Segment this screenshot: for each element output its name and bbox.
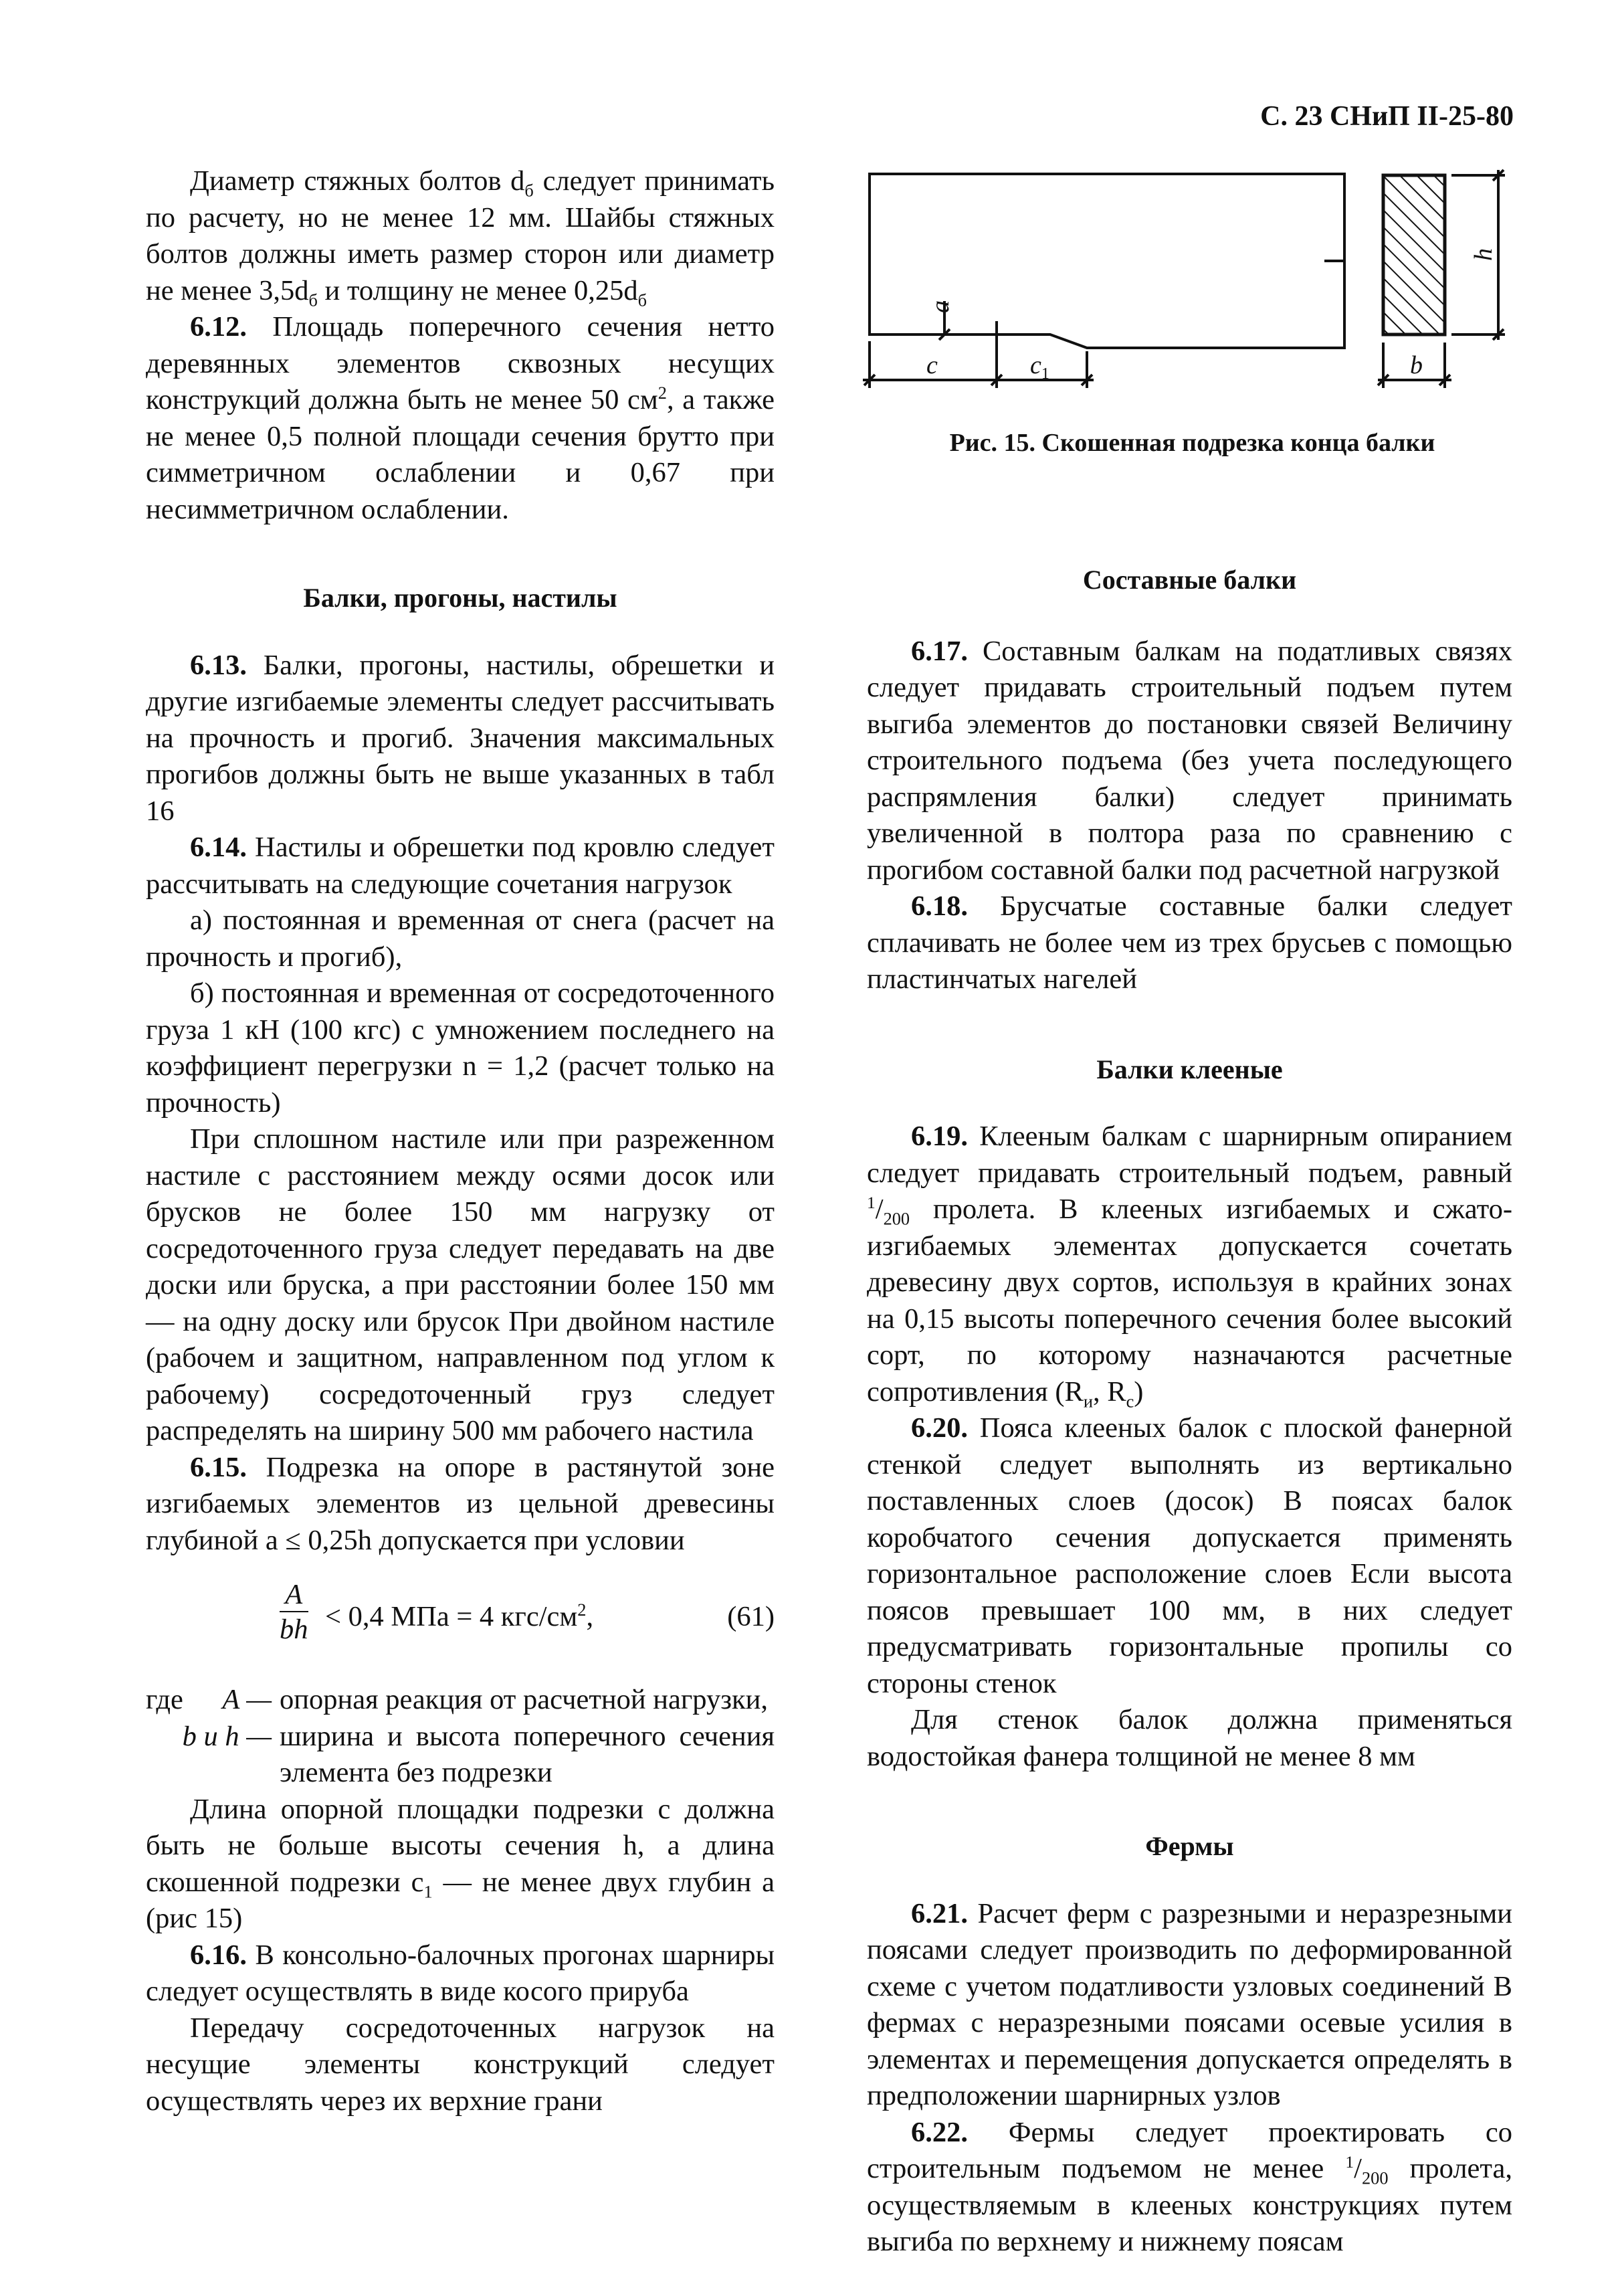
paragraph-6-20: 6.20. Пояса клееных балок с плоской фанерной стенкой следует выполнять из вертикально поставленных слоев (досок) В поясах балок коробчатого сечения допускается применять горизонтальное расположение слоев Если высота поясов превышает 100 мм, в них следует предусматривать горизонтальные пропилы со стороны стенок xyxy=(867,1412,1512,1699)
paragraph-6-14-a: а) постоянная и временная от снега (расчет на прочность и прогиб), xyxy=(146,904,775,973)
paragraph-6-21: 6.21. Расчет ферм с разрезными и неразрезными поясами следует производить по деформированной схеме с учетом податливости узловых соединений В фермах с неразрезными поясами осевые усилия в элементах и перемещения допускается определять в предположении шарнирных узлов xyxy=(867,1897,1512,2111)
paragraph-6-13: 6.13. Балки, прогоны, настилы, обрешетки и другие изгибаемые элементы следует рассчитывать на прочность и прогиб. Значения максимальных прогибов должны быть не выше указанных в табл 16 xyxy=(146,649,775,827)
where-word: где xyxy=(146,1684,183,1715)
page-header: С. 23 СНиП II-25-80 xyxy=(1260,101,1514,132)
paragraph-6-20-b: Для стенок балок должна применяться водостойкая фанера толщиной не менее 8 мм xyxy=(867,1704,1512,1772)
equation-61 xyxy=(146,1579,775,1672)
left-column xyxy=(146,163,775,2119)
label-c1: $c_1$ xyxy=(1030,351,1049,383)
paragraph-6-14: 6.14. Настилы и обрешетки под кровлю следует рассчитывать на следующие сочетания нагрузок xyxy=(146,832,775,900)
label-h: h xyxy=(1470,248,1498,261)
paragraph-6-19: 6.19. Клееным балкам с шарнирным опиранием следует придавать строительный подъем, равный $^1/_{200}$ пролета. В клееных изгибаемых и сжато-изгибаемых элементах допускается сочетать древесину двух сортов, используя в крайних зонах на 0,15 высоты поперечного сечения более высокий сорт, по которому назначаются расчетные сопротивления ($R_и$, $R_с$) xyxy=(867,1121,1512,1411)
paragraph-6-16-b: Передачу сосредоточенных нагрузок на несущие элементы конструкций следует осуществлять через их верхние грани xyxy=(146,2012,775,2117)
paragraph-6-15-b: Длина опорной площадки подрезки c должна быть не больше высоты сечения h, а длина скошенной подрезки $c_1$ — не менее двух глубин a (рис 15) xyxy=(146,1793,775,1934)
where-value-a: опорная реакция от расчетной нагрузки, xyxy=(280,1684,769,1715)
equation-fraction: $\frac{A}{bh}$ xyxy=(280,1579,308,1645)
where-key-a: A — xyxy=(222,1684,272,1715)
label-b: b xyxy=(1410,351,1423,379)
equation-number: (61) xyxy=(727,1601,775,1632)
where-list xyxy=(146,1682,775,1792)
section-heading-beams: Балки, прогоны, настилы xyxy=(303,583,617,613)
label-a: a xyxy=(926,300,954,313)
paragraph-6-14-b: б) постоянная и временная от сосредоточенного груза 1 кН (100 кгс) с умножением последнего на коэффициент перегрузки n = 1,2 (расчет только на прочность) xyxy=(146,977,775,1119)
paragraph-6-12: 6.12. Площадь поперечного сечения нетто деревянных элементов сквозных несущих конструкций должна быть не менее 50 $см^2$, а также не менее 0,5 полной площади сечения брутто при симметричном ослаблении и 0,67 при несимметричном ослаблении. xyxy=(146,311,775,525)
figure-caption: Рис. 15. Скошенная подрезка конца балки xyxy=(949,429,1435,457)
paragraph-6-15: 6.15. Подрезка на опоре в растянутой зоне изгибаемых элементов из цельной древесины глубиной a ≤ 0,25h допускается при условии xyxy=(146,1451,775,1556)
label-c: c xyxy=(926,351,938,379)
paragraph-6-16: 6.16. В консольно-балочных прогонах шарниры следует осуществлять в виде косого прируба xyxy=(146,1939,775,2007)
section-heading-glued-beams: Балки клееные xyxy=(1096,1054,1283,1084)
beam-cross-section xyxy=(1378,170,1505,388)
right-column xyxy=(867,562,1512,2261)
section-heading-trusses: Фермы xyxy=(1145,1831,1234,1861)
section-heading-composite-beams: Составные балки xyxy=(1082,565,1297,595)
paragraph-6-17: 6.17. Составным балкам на податливых связях следует придавать строительный подъем путем выгиба элементов до постановки связей Величину строительного подъема (без учета последующего распрямления балки) следует принимать увеличенной в полтора раза по сравнению с прогибом составной балки под расчетной нагрузкой xyxy=(867,635,1512,886)
where-key-bh: b и h — xyxy=(182,1720,272,1752)
equation-body: < 0,4 МПа = 4 кгс/$см^2$, xyxy=(325,1600,594,1632)
where-value-bh: ширина и высота поперечного сечения элемента без подрезки xyxy=(280,1720,775,1788)
paragraph-bolts: Диаметр стяжных болтов $d_б$ следует принимать по расчету, но не менее 12 мм. Шайбы стяжных болтов должны иметь размер сторон или диаметр не менее $3,5d_б$ и толщину не менее $0,25d_б$ xyxy=(146,165,775,310)
paragraph-6-18: 6.18. Брусчатые составные балки следует сплачивать не более чем из трех брусьев с помощью пластинчатых нагелей xyxy=(867,890,1512,995)
paragraph-6-22: 6.22. Фермы следует проектировать со строительным подъемом не менее $^1/_{200}$ пролета, осуществляемым в клееных конструкциях путем выгиба по верхнему и нижнему поясам xyxy=(867,2116,1512,2257)
figure-15 xyxy=(863,167,1518,395)
paragraph-6-14-c: При сплошном настиле или при разреженном настиле с расстоянием между осями досок или брусков не более 150 мм нагрузку от сосредоточенного груза следует передавать на две доски или бруска, а при расстоянии более 150 мм — на одну доску или брусок При двойном настиле (рабочем и защитном, направленном под углом к рабочему) сосредоточенный груз следует распределять на ширину 500 мм рабочего настила xyxy=(146,1123,775,1446)
